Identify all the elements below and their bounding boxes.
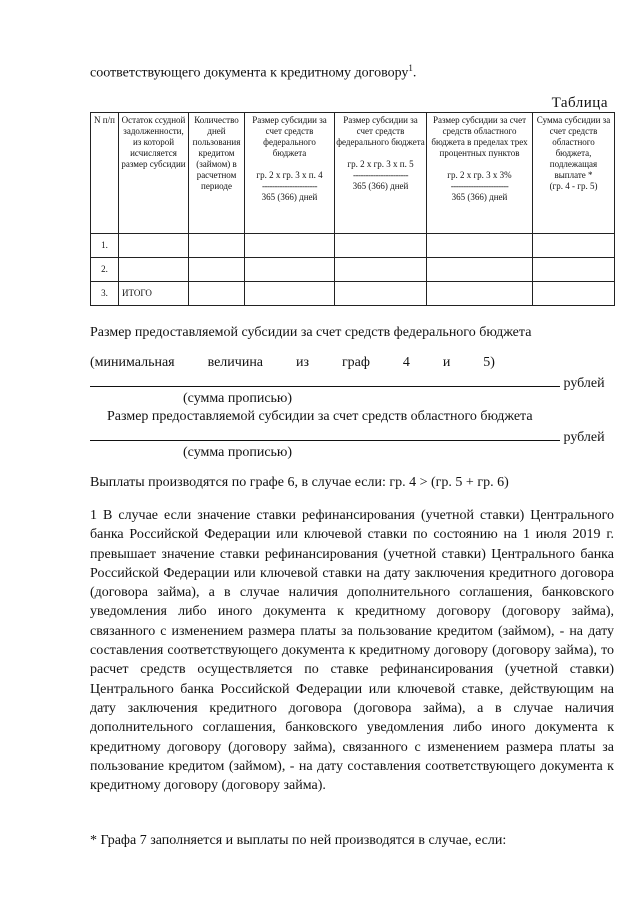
table-header-row bbox=[91, 113, 615, 234]
header-cell-1: N п/п bbox=[91, 113, 119, 234]
regional-amount-line: рублей bbox=[90, 427, 605, 446]
payment-condition: Выплаты производятся по графе 6, в случае если: гр. 4 > (гр. 5 + гр. 6) bbox=[90, 475, 509, 490]
row-number: 3. bbox=[91, 282, 119, 306]
federal-amount-hint: (сумма прописью) bbox=[183, 391, 293, 406]
regional-subsidy-title: Размер предоставляемой субсидии за счет средств областного бюджета bbox=[107, 409, 533, 424]
header-cell-2: Остаток ссудной задолженности, из которой исчисляется размер субсидии bbox=[119, 113, 189, 234]
header-cell-3: Количество дней пользования кредитом (займом) в расчетном периоде bbox=[189, 113, 245, 234]
table-caption: Таблица bbox=[551, 95, 608, 111]
asterisk-note: * Графа 7 заполняется и выплаты по ней производятся в случае, если: bbox=[90, 833, 507, 848]
row-label bbox=[119, 234, 189, 258]
header-cell-4: Размер субсидии за счет средств федерального бюджета гр. 2 х гр. 3 х п. 4 ---------------------- 365 (366) дней bbox=[245, 113, 335, 234]
federal-min-note: (минимальная величина из граф 4 и 5) bbox=[90, 355, 495, 370]
row-number: 2. bbox=[91, 258, 119, 282]
row-label: ИТОГО bbox=[119, 282, 189, 306]
header-cell-7: Сумма субсидии за счет средств областного бюджета, подлежащая выплате * (гр. 4 - гр. 5) bbox=[533, 113, 615, 234]
header-cell-5: Размер субсидии за счет средств федерального бюджета гр. 2 х гр. 3 х п. 5 ---------------------- 365 (366) дней bbox=[335, 113, 427, 234]
federal-amount-line: рублей bbox=[90, 373, 605, 392]
regional-amount-hint: (сумма прописью) bbox=[183, 445, 293, 460]
header-cell-6: Размер субсидии за счет средств областного бюджета в пределах трех процентных пунктов гр. 2 х гр. 3 х 3% ----------------------- 365 (366) дней bbox=[427, 113, 533, 234]
footnote-ref: 1 bbox=[408, 63, 413, 73]
federal-amount-blank[interactable] bbox=[90, 373, 560, 387]
table-row bbox=[91, 234, 615, 258]
subsidy-table bbox=[90, 112, 615, 306]
footnote-paragraph: 1 В случае если значение ставки рефинансирования (учетной ставки) Центрального банка Российской Федерации или ключевой ставки по состоянию на 1 июля 2019 г. превышает значение ставки рефинансирования (учетной ставки) Центрального банка Российской Федерации или ключевой ставки на дату заключения кредитного договора (договора займа), а в случае наличия дополнительного соглашения, банковского уведомления либо иного документа к кредитному договору (договору займа), связанного с изменением размера платы за пользование кредитом (займом), - на дату составления соответствующего документа к кредитному договору (договору займа), то расчет средств осуществляется по ставке рефинансирования (учетной ставки) Центрального банка Российской Федерации или ключевой ставке, действующим на дату заключения кредитного договора (договора займа), а в случае наличия дополнительного соглашения, банковского уведомления либо иного документа к кредитному договору (договору займа), связанного с изменением размера платы за пользование кредитом (займом), - на дату составления соответствующего документа к кредитному договору (договору займа). bbox=[90, 508, 614, 794]
table-row-total bbox=[91, 282, 615, 306]
regional-amount-blank[interactable] bbox=[90, 427, 560, 441]
row-number: 1. bbox=[91, 234, 119, 258]
table-row bbox=[91, 258, 615, 282]
federal-subsidy-title: Размер предоставляемой субсидии за счет средств федерального бюджета bbox=[90, 325, 532, 340]
intro-line: соответствующего документа к кредитному договору$^1$. bbox=[90, 63, 417, 81]
row-label bbox=[119, 258, 189, 282]
